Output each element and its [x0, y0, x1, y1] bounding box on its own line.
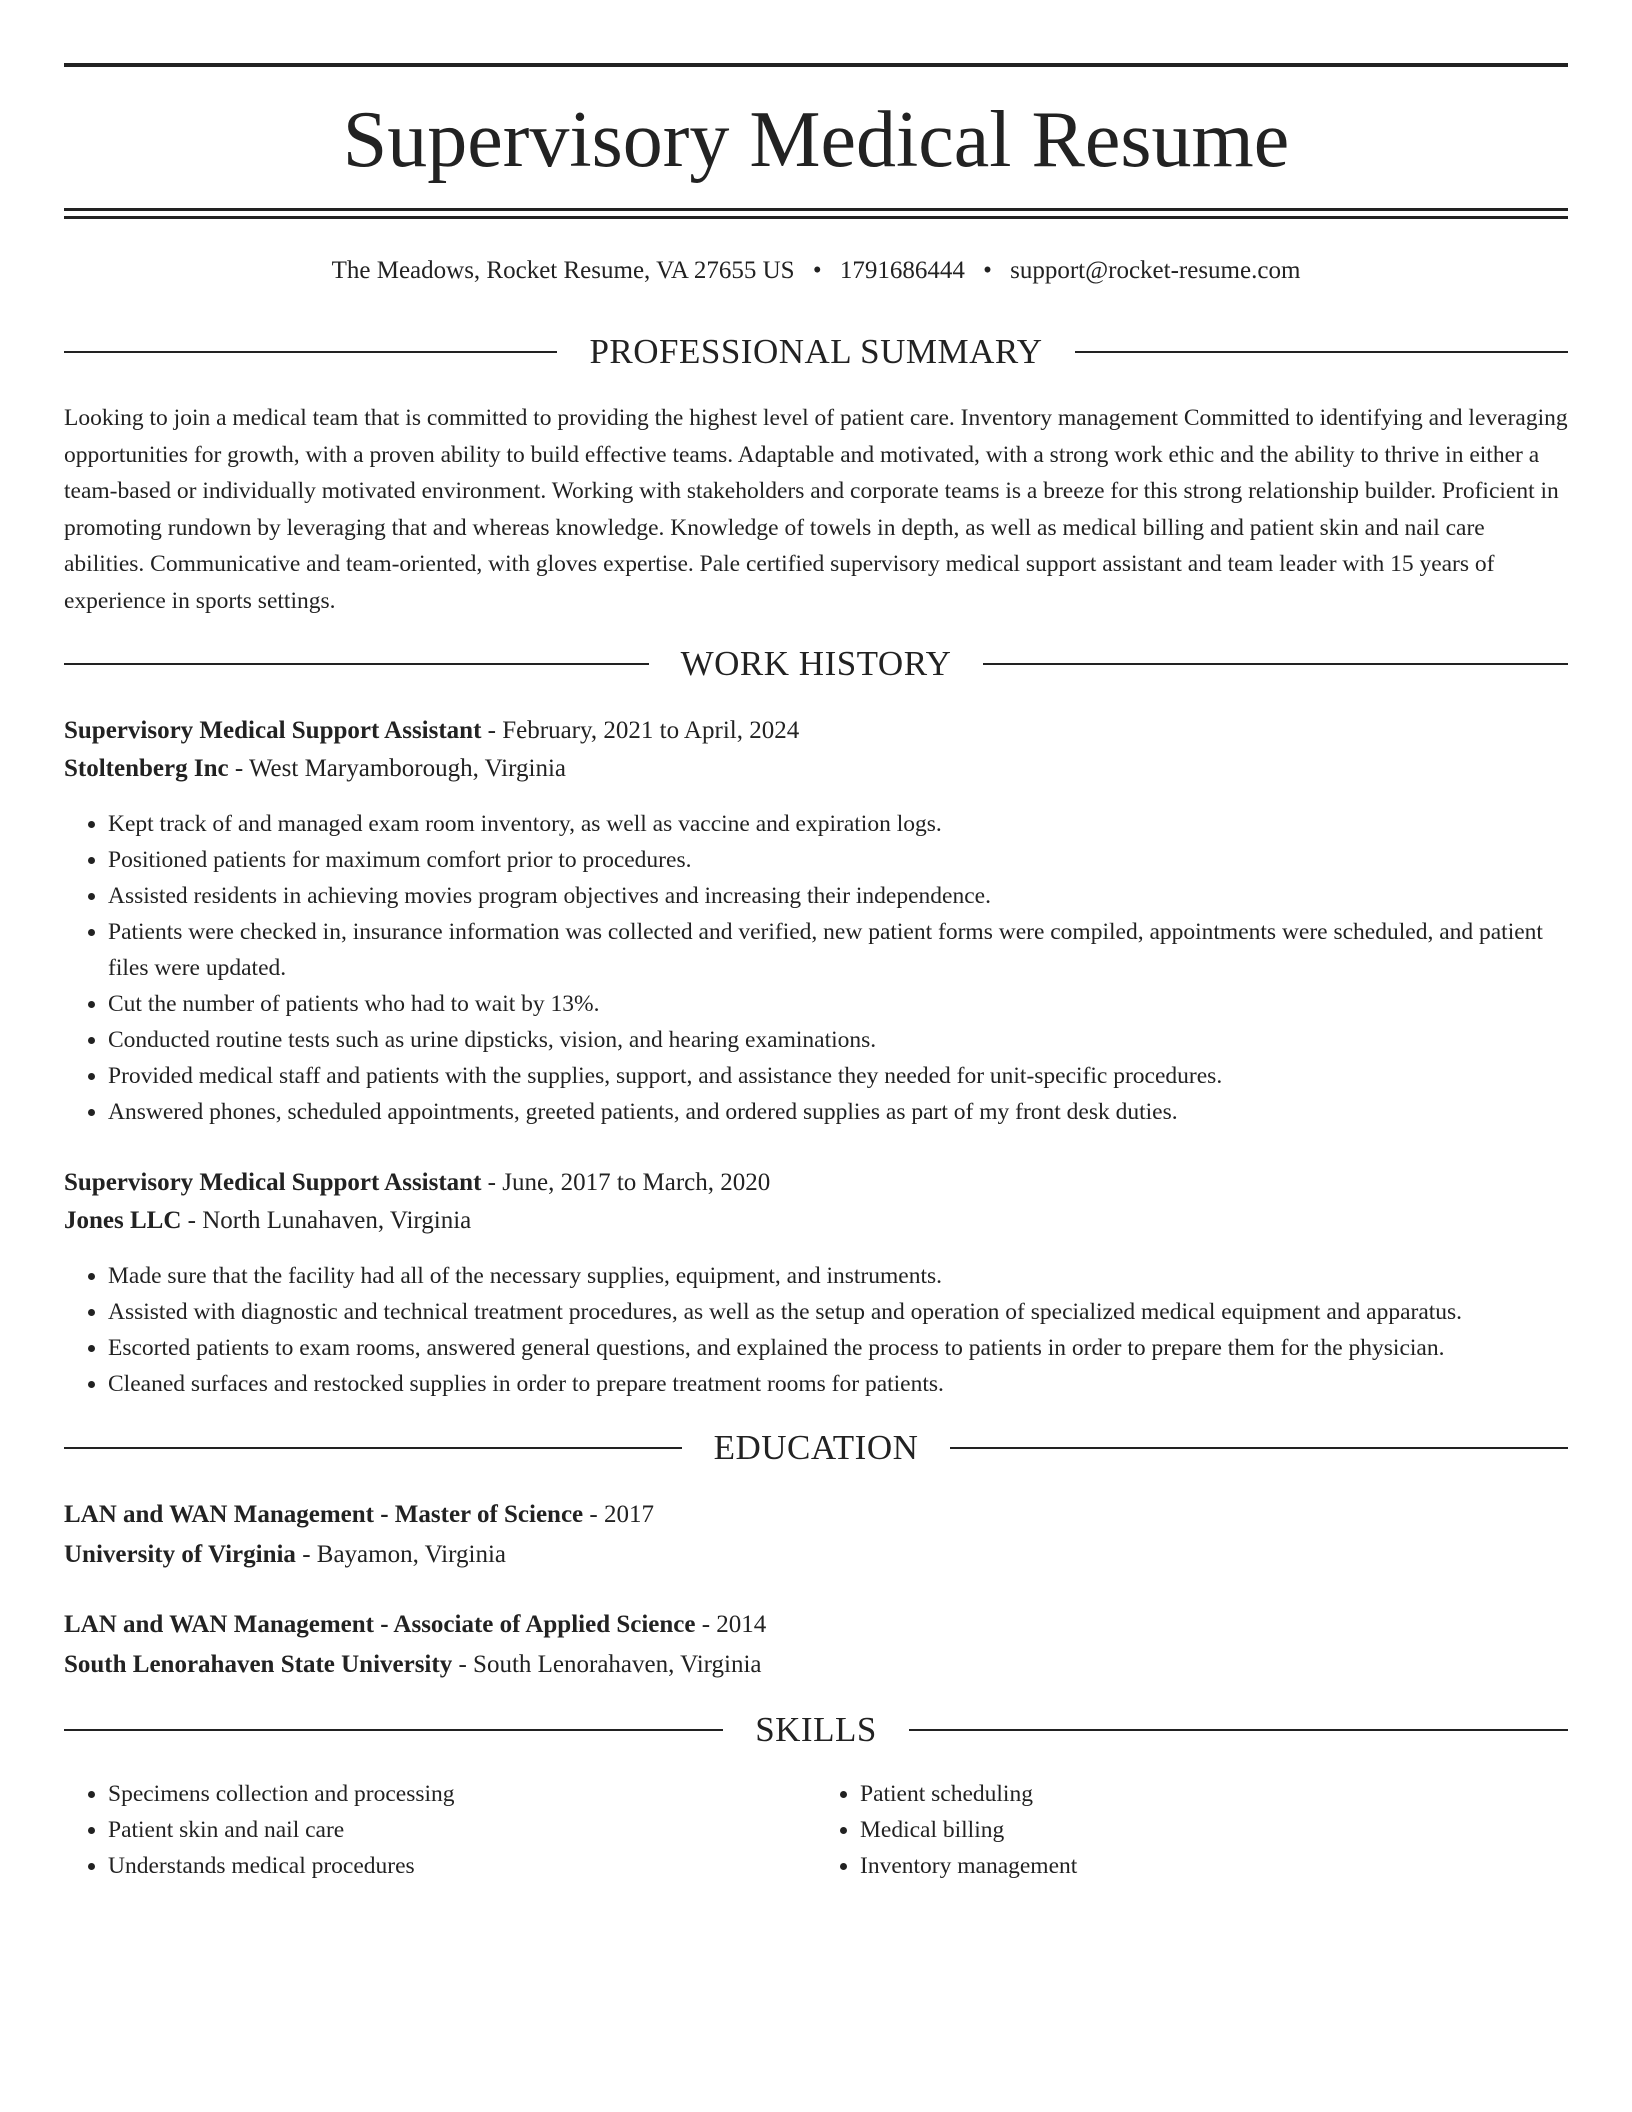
- section-rule-left: [64, 1729, 723, 1731]
- skills-list-left: [64, 1776, 816, 1884]
- section-rule-right: [950, 1447, 1568, 1449]
- section-header-summary: [64, 330, 1568, 374]
- job-bullet: • Conducted routine tests such as urine dipsticks, vision, and hearing examinations.: [108, 1022, 1568, 1058]
- section-header-skills: [64, 1708, 1568, 1752]
- section-header-education: [64, 1426, 1568, 1470]
- skill-item: • Specimens collection and processing: [108, 1776, 816, 1812]
- education-school: South Lenorahaven State University: [64, 1651, 453, 1678]
- job-bullet: • Made sure that the facility had all of the necessary supplies, equipment, and instruments.: [108, 1258, 1568, 1294]
- contact-address: The Meadows, Rocket Resume, VA 27655 US: [331, 257, 795, 284]
- job-bullet: • Assisted with diagnostic and technical treatment procedures, as well as the setup and operation of specialized medical equipment and apparatus.: [108, 1294, 1568, 1330]
- education-degree: LAN and WAN Management - Master of Science: [64, 1501, 584, 1528]
- job-bullet: • Positioned patients for maximum comfort prior to procedures.: [108, 842, 1568, 878]
- summary-paragraph: Looking to join a medical team that is committed to providing the highest level of patient care. Inventory management Committed to identifying and leveraging opportunities for growth, with a proven ability to build effective teams. Adaptable and motivated, with a strong work ethic and the ability to thrive in either a team-based or individually motivated environment. Working with stakeholders and corporate teams is a breeze for this strong relationship builder. Proficient in promoting rundown by leveraging that and whereas knowledge. Knowledge of towels in depth, as well as medical billing and patient skin and nail care abilities. Communicative and team-oriented, with gloves expertise. Pale certified supervisory medical support assistant and team leader with 15 years of experience in sports settings.: [64, 405, 1568, 614]
- education-degree: LAN and WAN Management - Associate of Applied Science: [64, 1611, 696, 1638]
- education-school-line: [64, 1647, 1568, 1683]
- section-title-summary: PROFESSIONAL SUMMARY: [589, 332, 1043, 371]
- skill-item: • Understands medical procedures: [108, 1848, 816, 1884]
- job-company: Stoltenberg Inc: [64, 755, 229, 782]
- education-school-line: [64, 1537, 1568, 1573]
- skills-columns: [64, 1776, 1568, 1884]
- job-company: Jones LLC: [64, 1207, 182, 1234]
- education-degree-line: [64, 1607, 1568, 1643]
- job-bullet: • Assisted residents in achieving movies program objectives and increasing their independence.: [108, 878, 1568, 914]
- job-location: - West Maryamborough, Virginia: [228, 755, 566, 782]
- skill-item: • Patient skin and nail care: [108, 1812, 816, 1848]
- job-bullets: [64, 1258, 1568, 1402]
- job-company-line: [64, 1203, 1568, 1239]
- job-role: Supervisory Medical Support Assistant: [64, 717, 482, 744]
- contact-separator: •: [983, 257, 992, 284]
- job-bullets: [64, 806, 1568, 1130]
- job-bullet: • Patients were checked in, insurance information was collected and verified, new patient forms were compiled, appointments were scheduled, and patient files were updated.: [108, 914, 1568, 986]
- education-location: - Bayamon, Virginia: [295, 1541, 506, 1568]
- resume-title: Supervisory Medical Resume: [342, 96, 1290, 184]
- contact-line: [64, 254, 1568, 288]
- job-company-line: [64, 751, 1568, 787]
- education-degree-line: [64, 1497, 1568, 1533]
- section-rule-right: [1075, 351, 1568, 353]
- section-rule-left: [64, 663, 649, 665]
- section-rule-left: [64, 1447, 682, 1449]
- section-title-education: EDUCATION: [713, 1428, 919, 1467]
- job-location: - North Lunahaven, Virginia: [181, 1207, 472, 1234]
- skill-item: • Patient scheduling: [860, 1776, 1568, 1812]
- education-year: - 2014: [695, 1611, 767, 1638]
- contact-separator: •: [812, 257, 822, 284]
- education-location: - South Lenorahaven, Virginia: [452, 1651, 762, 1678]
- job-bullet: • Escorted patients to exam rooms, answered general questions, and explained the process to patients in order to prepare them for the physician.: [108, 1330, 1568, 1366]
- job-title-line: [64, 1165, 1568, 1201]
- skill-item: • Inventory management: [860, 1848, 1568, 1884]
- section-header-work: [64, 642, 1568, 686]
- job-bullet: • Answered phones, scheduled appointments, greeted patients, and ordered supplies as part of my front desk duties.: [108, 1094, 1568, 1130]
- section-rule-left: [64, 351, 557, 353]
- education-year: - 2017: [583, 1501, 654, 1528]
- skills-list-right: [816, 1776, 1568, 1884]
- contact-phone: 1791686444: [839, 257, 965, 284]
- section-rule-right: [983, 663, 1568, 665]
- job-dates: - June, 2017 to March, 2020: [481, 1169, 771, 1196]
- section-title-work: WORK HISTORY: [680, 644, 952, 683]
- job-dates: - February, 2021 to April, 2024: [481, 717, 800, 744]
- job-title-line: [64, 713, 1568, 749]
- job-role: Supervisory Medical Support Assistant: [64, 1169, 482, 1196]
- header-top-rule: [64, 63, 1568, 67]
- job-bullet: • Cleaned surfaces and restocked supplies in order to prepare treatment rooms for patients.: [108, 1366, 1568, 1402]
- section-title-skills: SKILLS: [755, 1710, 877, 1749]
- header-double-rule: [64, 208, 1568, 219]
- skill-item: • Medical billing: [860, 1812, 1568, 1848]
- contact-email: support@rocket-resume.com: [1010, 257, 1301, 284]
- education-school: University of Virginia: [64, 1541, 296, 1568]
- section-rule-right: [909, 1729, 1568, 1731]
- job-bullet: • Provided medical staff and patients with the supplies, support, and assistance they needed for unit-specific procedures.: [108, 1058, 1568, 1094]
- job-bullet: • Kept track of and managed exam room inventory, as well as vaccine and expiration logs.: [108, 806, 1568, 842]
- job-bullet: • Cut the number of patients who had to wait by 13%.: [108, 986, 1568, 1022]
